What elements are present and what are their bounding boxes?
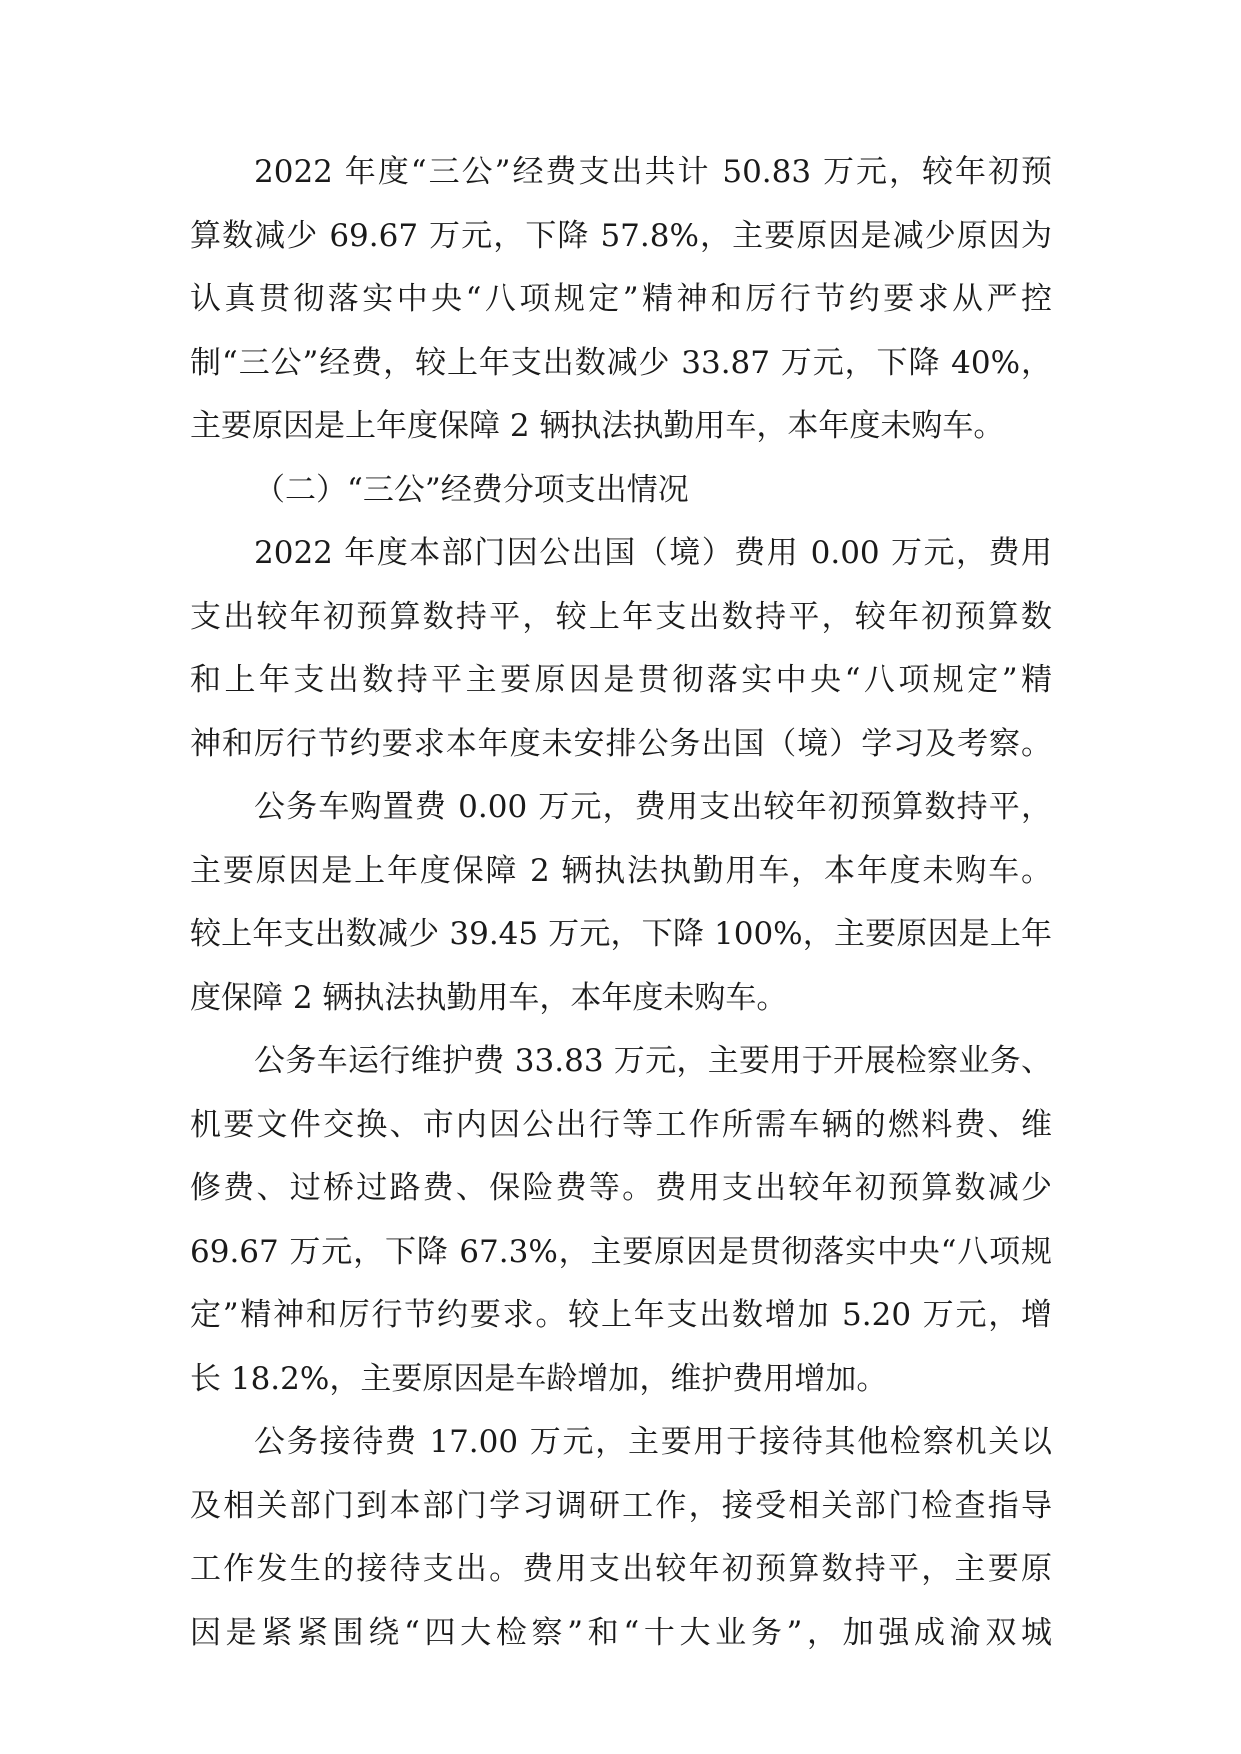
text-line: 制“三公”经费，较上年支出数减少 33.87 万元，下降 40%，: [190, 344, 1052, 381]
paragraph-vehicle-purchase: [190, 790, 1052, 1015]
text-line: 工作发生的接待支出。费用支出较年初预算数持平，主要原: [190, 1551, 1052, 1587]
paragraph-overseas-travel: [190, 536, 1052, 761]
text-line: 和上年支出数持平主要原因是贯彻落实中央“八项规定”精: [190, 662, 1052, 698]
text-line: 主要原因是上年度保障 2 辆执法执勤用车，本年度未购车。: [190, 408, 1005, 444]
text-line: 算数减少 69.67 万元，下降 57.8%，主要原因是减少原因为: [190, 217, 1052, 254]
text-line: 主要原因是上年度保障 2 辆执法执勤用车，本年度未购车。: [190, 852, 1052, 889]
text-line: 支出较年初预算数持平，较上年支出数持平，较年初预算数: [190, 598, 1052, 635]
text-line: 公务接待费 17.00 万元，主要用于接待其他检察机关以: [254, 1424, 1052, 1460]
text-line: 69.67 万元，下降 67.3%，主要原因是贯彻落实中央“八项规: [190, 1233, 1052, 1270]
text-line: 较上年支出数减少 39.45 万元，下降 100%，主要原因是上年: [190, 916, 1052, 952]
text-line: 2022 年度本部门因公出国（境）费用 0.00 万元，费用: [254, 535, 1052, 571]
text-line: 修费、过桥过路费、保险费等。费用支出较年初预算数减少: [190, 1170, 1052, 1206]
document-body: [190, 155, 1052, 1679]
paragraph-reception-expenses: [190, 1425, 1052, 1650]
text-line: 因是紧紧围绕“四大检察”和“十大业务”，加强成渝双城: [190, 1614, 1052, 1651]
text-line: 2022 年度“三公”经费支出共计 50.83 万元，较年初预: [254, 154, 1052, 190]
text-line: 及相关部门到本部门学习调研工作，接受相关部门检查指导: [190, 1487, 1052, 1524]
text-line: 机要文件交换、市内因公出行等工作所需车辆的燃料费、维: [190, 1106, 1052, 1143]
text-line: 认真贯彻落实中央“八项规定”精神和厉行节约要求从严控: [190, 281, 1052, 317]
text-line: 公务车购置费 0.00 万元，费用支出较年初预算数持平，: [254, 789, 1052, 825]
paragraph-expenditure-summary: [190, 155, 1052, 443]
heading-text: （二）“三公”经费分项支出情况: [254, 471, 689, 508]
section-heading: [190, 473, 1052, 507]
text-line: 度保障 2 辆执法执勤用车，本年度未购车。: [190, 979, 788, 1016]
paragraph-vehicle-maintenance: [190, 1044, 1052, 1396]
text-line: 公务车运行维护费 33.83 万元，主要用于开展检察业务、: [254, 1043, 1052, 1079]
text-line: 长 18.2%，主要原因是车龄增加，维护费用增加。: [190, 1360, 888, 1397]
text-line: 神和厉行节约要求本年度未安排公务出国（境）学习及考察。: [190, 725, 1052, 762]
text-line: 定”精神和厉行节约要求。较上年支出数增加 5.20 万元，增: [190, 1297, 1052, 1333]
